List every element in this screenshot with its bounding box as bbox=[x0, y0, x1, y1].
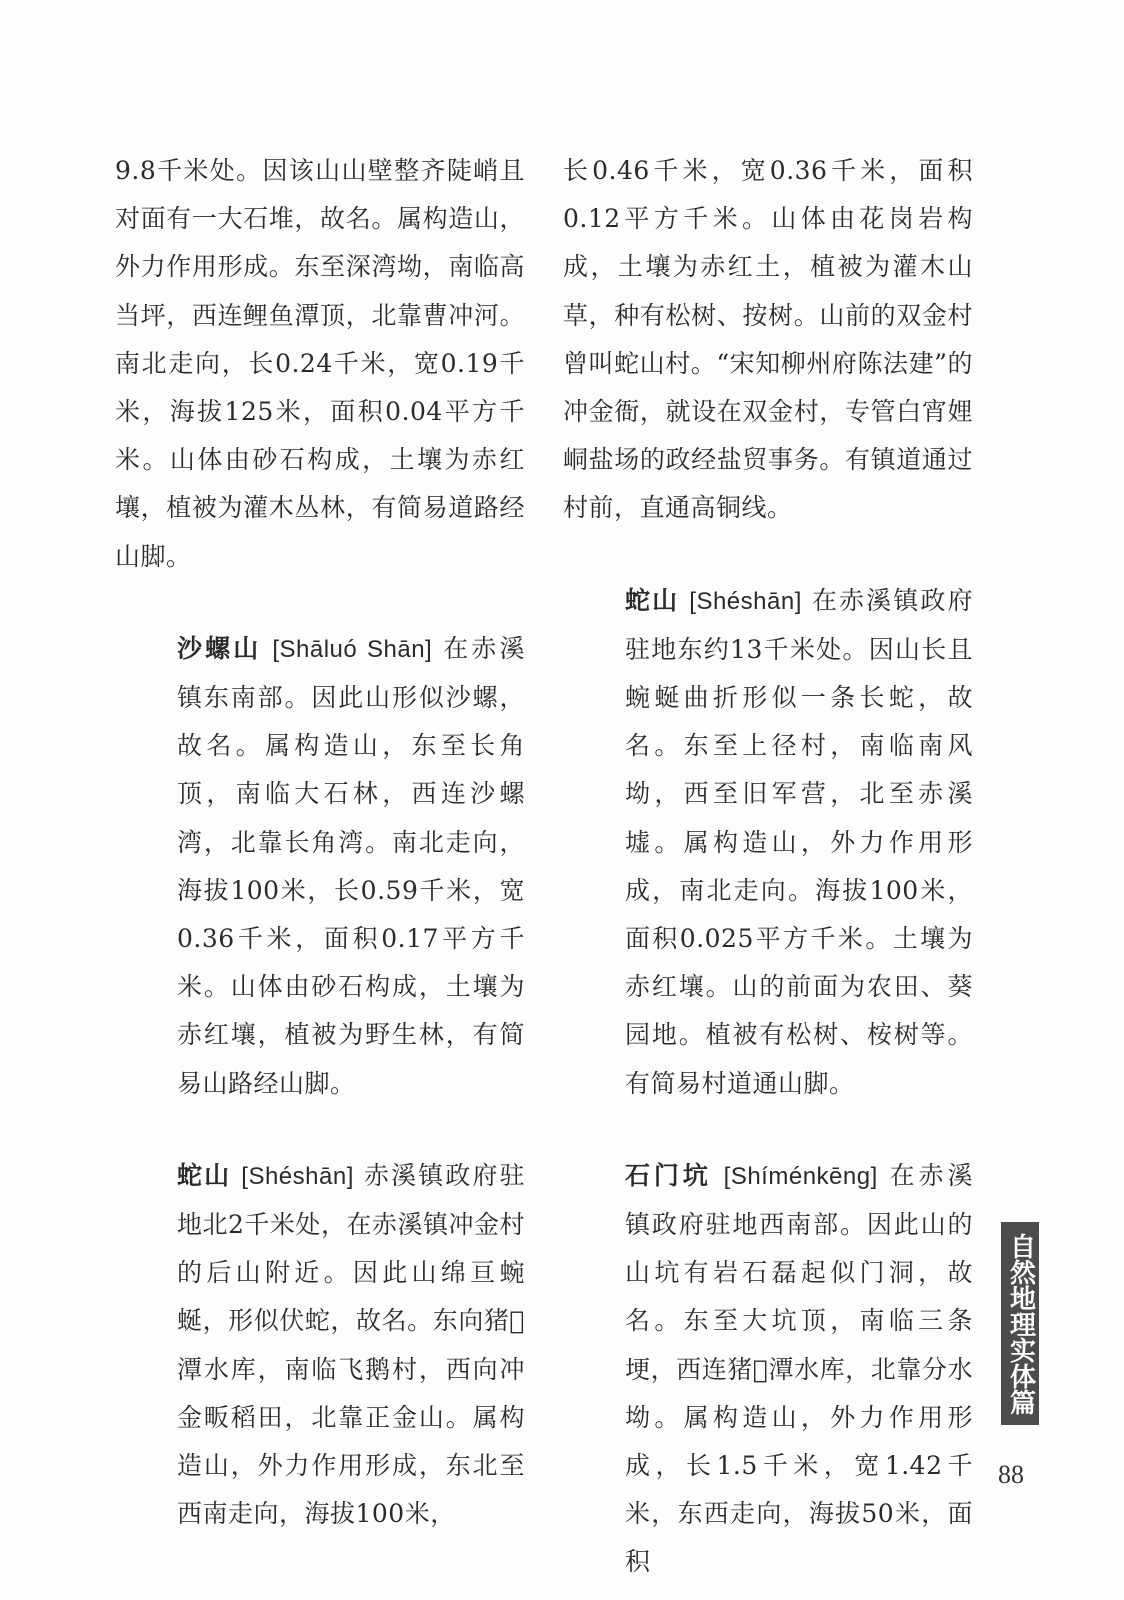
entry-pinyin: [Shéshān] bbox=[241, 1162, 354, 1190]
entry-she-shan-east bbox=[563, 577, 973, 1108]
continued-paragraph: 9.8千米处。因该山山壁整齐陡峭且对面有一大石堆，故名。属构造山，外力作用形成。东至深湾坳，南临高当坪，西连鲤鱼潭顶，北靠曹冲河。南北走向，长0.24千米，宽0.19千米，海拔125米，面积0.04平方千米。山体由砂石构成，土壤为赤红壤，植被为灌木丛林，有简易道路经山脚。 bbox=[115, 156, 525, 571]
entry-text: 赤溪镇政府驻地北2千米处，在赤溪镇冲金村的后山附近。因此山绵亘蜿蜒，形似伏蛇，故名。东向猪𪁬潭水库，南临飞鹅村，西向冲金畈稻田，北靠正金山。属构造山，外力作用形成，东北至西南走向，海拔100米， bbox=[177, 1160, 525, 1529]
left-column bbox=[115, 147, 525, 1538]
entry-shimen-keng bbox=[563, 1152, 973, 1587]
entry-shaluo-shan bbox=[115, 625, 525, 1108]
section-side-tab: 自然地理实体篇 bbox=[1001, 1222, 1039, 1425]
entry-pinyin: [Shíménkēng] bbox=[723, 1162, 878, 1190]
entry-text: 在赤溪镇东南部。因此山形似沙螺，故名。属构造山，东至长角顶，南临大石林，西连沙螺湾，北靠长角湾。南北走向，海拔100米，长0.59千米，宽0.36千米，面积0.17平方千米。山体由砂石构成，土壤为赤红壤，植被为野生林，有简易山路经山脚。 bbox=[177, 633, 525, 1098]
right-column bbox=[563, 147, 973, 1587]
entry-text: 在赤溪镇政府驻地东约13千米处。因山长且蜿蜒曲折形似一条长蛇，故名。东至上径村，南临南风坳，西至旧军营，北至赤溪墟。属构造山，外力作用形成，南北走向。海拔100米，面积0.025平方千米。土壤为赤红壤。山的前面为农田、葵园地。植被有松树、桉树等。有简易村道通山脚。 bbox=[625, 585, 973, 1098]
page-number: 88 bbox=[998, 1460, 1024, 1489]
entry-pinyin: [Shéshān] bbox=[689, 587, 802, 615]
entry-term: 蛇山 bbox=[177, 1160, 232, 1190]
entry-she-shan-north bbox=[115, 1152, 525, 1539]
entry-text: 在赤溪镇政府驻地西南部。因此山的山坑有岩石磊起似门洞，故名。东至大坑顶，南临三条埂，西连猪𪁬潭水库，北靠分水坳。属构造山，外力作用形成，长1.5千米，宽1.42千米，东西走向，海拔50米，面积 bbox=[625, 1160, 973, 1577]
entry-term: 蛇山 bbox=[625, 585, 680, 615]
continued-paragraph: 长0.46千米，宽0.36千米，面积0.12平方千米。山体由花岗岩构成，土壤为赤红土，植被为灌木山草，种有松树、按树。山前的双金村曾叫蛇山村。“宋知柳州府陈法建”的冲金衙，就设在双金村，专管白宵娌峒盐场的政经盐贸事务。有镇道通过村前，直通高铜线。 bbox=[563, 156, 973, 523]
entry-term: 石门坑 bbox=[625, 1160, 712, 1190]
entry-term: 沙螺山 bbox=[177, 633, 262, 663]
entry-pinyin: [Shāluó Shān] bbox=[272, 635, 433, 663]
